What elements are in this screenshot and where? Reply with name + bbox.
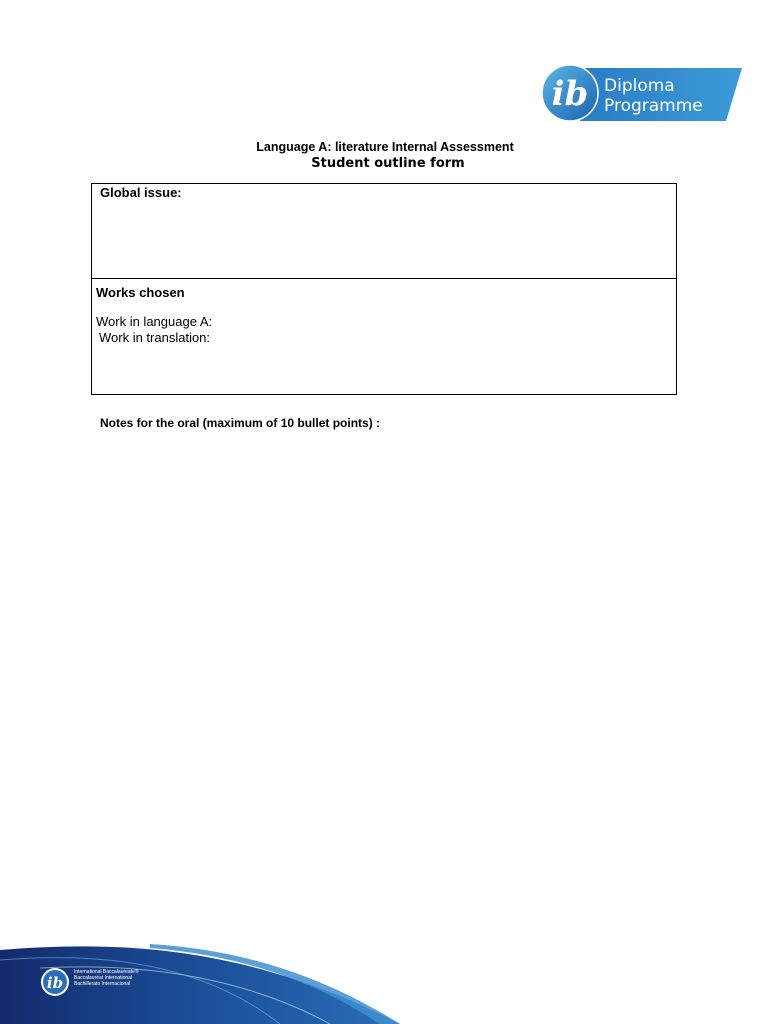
footer-ib-mark: ib [46, 974, 64, 992]
work-language-a-label: Work in language A: [96, 314, 213, 329]
notes-label: Notes for the oral (maximum of 10 bullet points) : [100, 416, 381, 430]
global-issue-cell[interactable] [92, 184, 676, 279]
logo-line1: Diploma [604, 76, 675, 96]
footer-line2: Baccalauréat International [74, 975, 133, 981]
outline-form-table [91, 183, 677, 395]
ib-logo-mark: ib [551, 74, 589, 114]
work-translation-label: Work in translation: [99, 330, 211, 345]
footer-line3: Bachillerato Internacional [74, 981, 131, 987]
footer-line1: International Baccalaureate® [74, 969, 139, 975]
page-subtitle: Student outline form [311, 156, 465, 171]
logo-line2: Programme [604, 96, 703, 116]
works-chosen-label: Works chosen [96, 285, 185, 300]
footer-org-names [74, 969, 139, 987]
ib-diploma-logo [540, 63, 742, 123]
global-issue-label: Global issue: [100, 185, 182, 200]
page-title: Language A: literature Internal Assessment [256, 140, 514, 154]
